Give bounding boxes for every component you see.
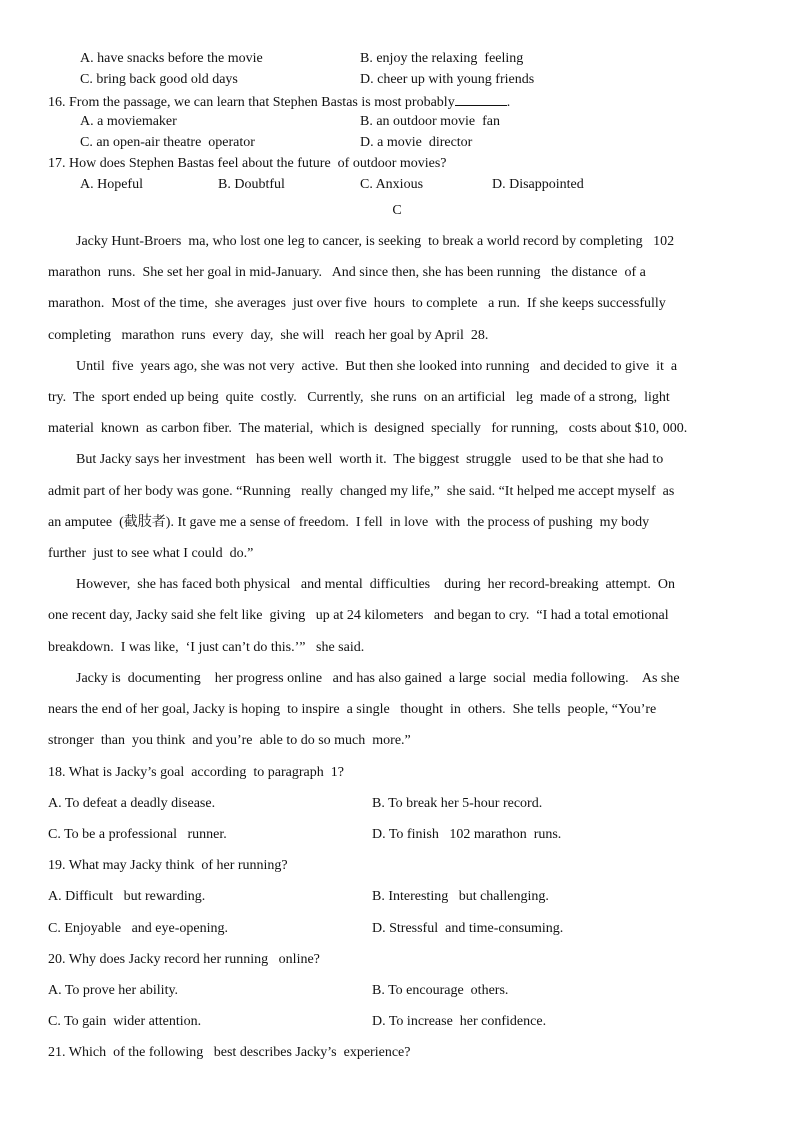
passage-line: completing marathon runs every day, she will reach her goal by April 28.	[48, 328, 489, 343]
q16-stem-text: 16. From the passage, we can learn that Stephen Bastas is most probably	[48, 95, 455, 110]
q20-option-b: B. To encourage others.	[372, 983, 509, 998]
q16-stem	[48, 94, 510, 110]
q18-option-a: A. To defeat a deadly disease.	[48, 796, 216, 811]
section-label: C	[392, 203, 402, 218]
q18-option-c: C. To be a professional runner.	[48, 827, 227, 842]
passage-line: marathon runs. She set her goal in mid-January. And since then, she has been running the distance of a	[48, 265, 646, 280]
q17-option-d: D. Disappointed	[492, 177, 584, 192]
passage-line: stronger than you think and you’re able to do so much more.”	[48, 733, 411, 748]
q20-option-d: D. To increase her confidence.	[372, 1014, 547, 1029]
q19-option-d: D. Stressful and time-consuming.	[372, 921, 564, 936]
q16-option-c: C. an open-air theatre operator	[80, 135, 255, 150]
passage-line: try. The sport ended up being quite costly. Currently, she runs on an artificial leg made of a strong, light	[48, 390, 670, 405]
passage-line: material known as carbon fiber. The material, which is designed specially for running, costs about $10, 000.	[48, 421, 688, 436]
q15-option-b: B. enjoy the relaxing feeling	[360, 51, 524, 66]
passage-line: But Jacky says her investment has been well worth it. The biggest struggle used to be that she had to	[76, 452, 664, 467]
q15-option-c: C. bring back good old days	[80, 72, 238, 87]
q17-option-c: C. Anxious	[360, 177, 424, 192]
q17-stem: 17. How does Stephen Bastas feel about the future of outdoor movies?	[48, 156, 447, 171]
q16-option-a: A. a moviemaker	[80, 114, 177, 129]
passage-line: However, she has faced both physical and mental difficulties during her record-breaking attempt. On	[76, 577, 676, 592]
q16-option-d: D. a movie director	[360, 135, 473, 150]
q17-option-b: B. Doubtful	[218, 177, 285, 192]
passage-line: one recent day, Jacky said she felt like giving up at 24 kilometers and began to cry. “I had a total emotional	[48, 608, 669, 623]
q20-option-a: A. To prove her ability.	[48, 983, 179, 998]
passage-line: an amputee (截肢者). It gave me a sense of freedom. I fell in love with the process of pushing my body	[48, 515, 650, 530]
q18-option-b: B. To break her 5-hour record.	[372, 796, 543, 811]
passage-line: nears the end of her goal, Jacky is hoping to inspire a single thought in others. She tells people, “You’re	[48, 702, 657, 717]
q15-option-a: A. have snacks before the movie	[80, 51, 263, 66]
q20-option-c: C. To gain wider attention.	[48, 1014, 202, 1029]
answer-blank	[455, 94, 507, 106]
q19-option-b: B. Interesting but challenging.	[372, 889, 549, 904]
q21-stem: 21. Which of the following best describes Jacky’s experience?	[48, 1045, 411, 1060]
q19-option-a: A. Difficult but rewarding.	[48, 889, 206, 904]
q18-option-d: D. To finish 102 marathon runs.	[372, 827, 562, 842]
q19-option-c: C. Enjoyable and eye-opening.	[48, 921, 229, 936]
passage-line: marathon. Most of the time, she averages just over five hours to complete a run. If she keeps successfully	[48, 296, 666, 311]
passage-line: Jacky Hunt-Broers ma, who lost one leg to cancer, is seeking to break a world record by completing 102	[76, 234, 675, 249]
q15-option-d: D. cheer up with young friends	[360, 72, 535, 87]
q19-stem: 19. What may Jacky think of her running?	[48, 858, 288, 873]
q18-stem: 18. What is Jacky’s goal according to paragraph 1?	[48, 765, 344, 780]
q17-option-a: A. Hopeful	[80, 177, 143, 192]
passage-line: admit part of her body was gone. “Running really changed my life,” she said. “It helped me accept myself as	[48, 484, 675, 499]
passage-line: Until five years ago, she was not very active. But then she looked into running and decided to give it a	[76, 359, 678, 374]
q16-stem-end: .	[506, 95, 511, 110]
q20-stem: 20. Why does Jacky record her running online?	[48, 952, 320, 967]
passage-line: Jacky is documenting her progress online and has also gained a large social media following. As she	[76, 671, 680, 686]
passage-line: further just to see what I could do.”	[48, 546, 254, 561]
passage-line: breakdown. I was like, ‘I just can’t do this.’” she said.	[48, 640, 365, 655]
q16-option-b: B. an outdoor movie fan	[360, 114, 500, 129]
